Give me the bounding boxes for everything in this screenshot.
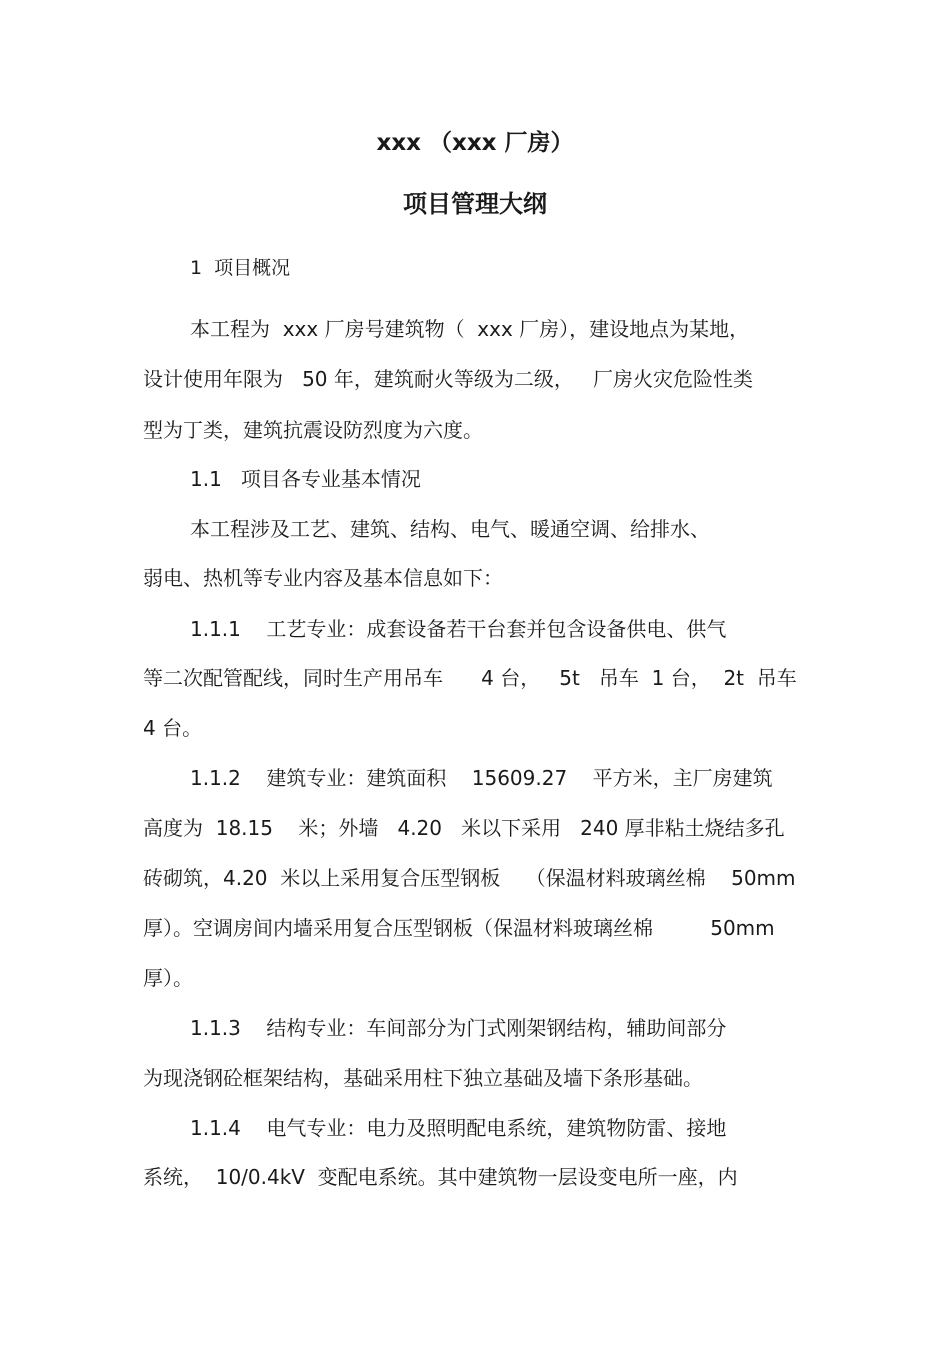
paragraph-line: 系统， 10/0.4kV 变配电系统。其中建筑物一层设变电所一座，内: [143, 1165, 738, 1189]
section-heading-1-1: 1.1 项目各专业基本情况: [190, 467, 421, 491]
section-heading-1: 1 项目概况: [190, 257, 291, 279]
paragraph-line: 高度为 18.15 米；外墙 4.20 米以下采用 240 厚非粘土烧结多孔: [143, 816, 785, 840]
paragraph-line: 1.1.4 电气专业：电力及照明配电系统，建筑物防雷、接地: [190, 1116, 727, 1140]
document-subtitle: 项目管理大纲: [403, 190, 547, 218]
paragraph-line: 本工程为 xxx 厂房号建筑物（ xxx 厂房），建设地点为某地，: [190, 317, 750, 341]
paragraph-line: 型为丁类，建筑抗震设防烈度为六度。: [143, 418, 483, 442]
paragraph-line: 厚）。空调房间内墙采用复合压型钢板（保温材料玻璃丝棉 50mm: [143, 916, 775, 940]
paragraph-line: 本工程涉及工艺、建筑、结构、电气、暖通空调、给排水、: [190, 517, 710, 541]
paragraph-line: 为现浇钢砼框架结构，基础采用柱下独立基础及墙下条形基础。: [143, 1066, 703, 1090]
paragraph-line: 砖砌筑，4.20 米以上采用复合压型钢板 （保温材料玻璃丝棉 50mm: [143, 866, 796, 890]
document-title: xxx （xxx 厂房）: [376, 130, 574, 156]
paragraph-line: 4 台。: [143, 716, 203, 740]
paragraph-line: 1.1.3 结构专业：车间部分为门式刚架钢结构，辅助间部分: [190, 1016, 727, 1040]
paragraph-line: 1.1.1 工艺专业：成套设备若干台套并包含设备供电、供气: [190, 617, 727, 641]
paragraph-line: 厚）。: [143, 966, 193, 990]
paragraph-line: 弱电、热机等专业内容及基本信息如下：: [143, 566, 503, 590]
paragraph-line: 等二次配管配线，同时生产用吊车 4 台， 5t 吊车 1 台， 2t 吊车: [143, 666, 797, 690]
paragraph-line: 1.1.2 建筑专业：建筑面积 15609.27 平方米，主厂房建筑: [190, 766, 773, 790]
paragraph-line: 设计使用年限为 50 年，建筑耐火等级为二级， 厂房火灾危险性类: [143, 367, 753, 391]
